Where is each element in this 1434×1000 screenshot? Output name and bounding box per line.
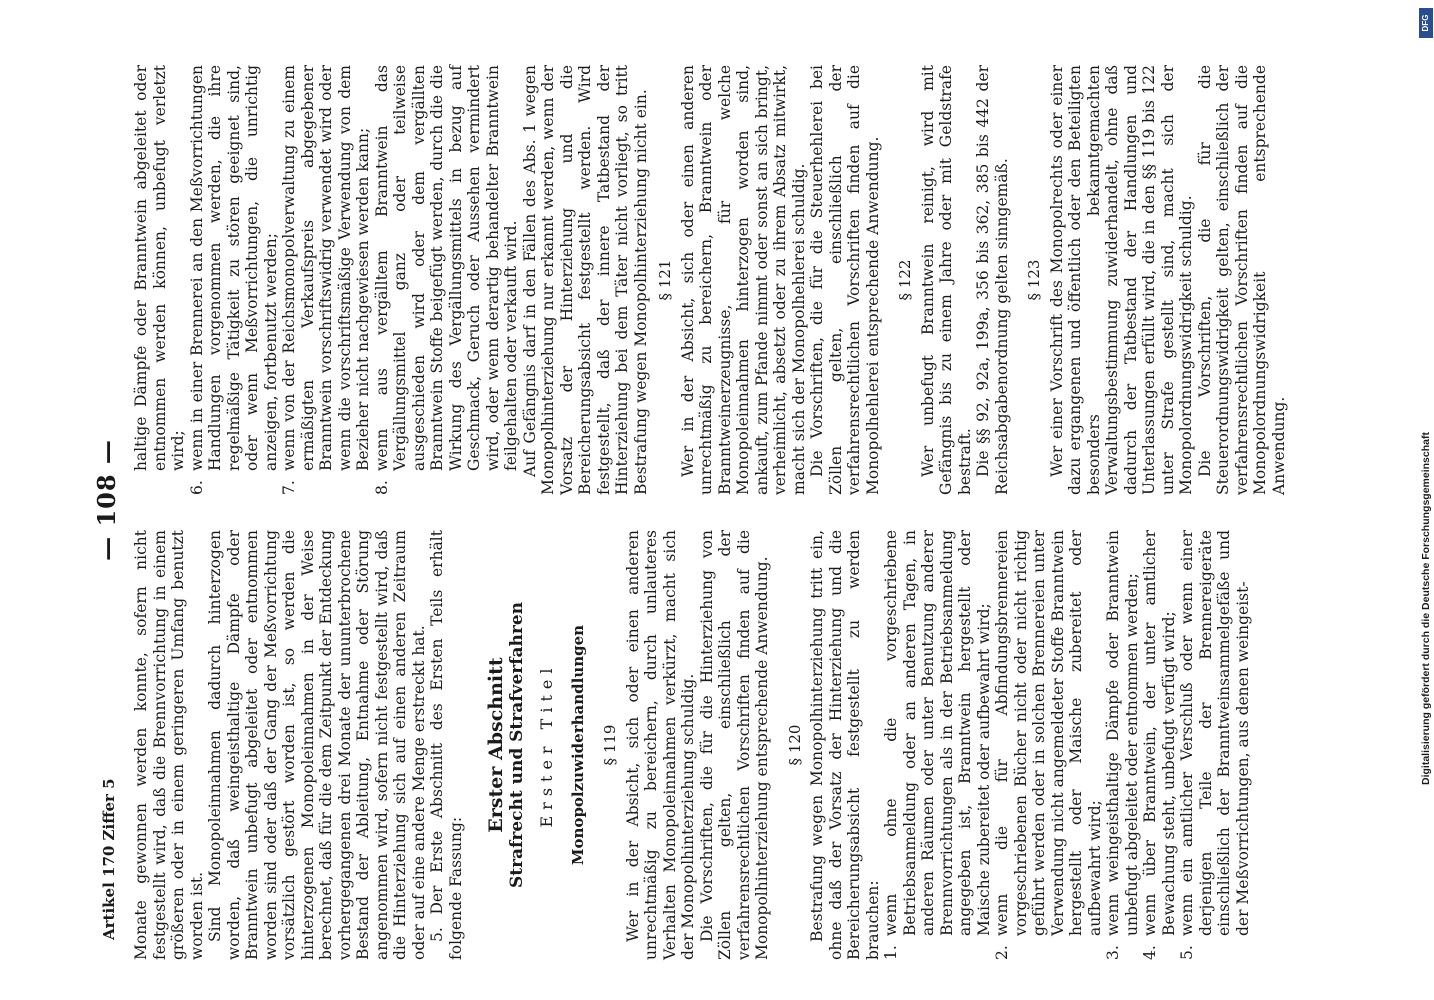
list-text: wenn in einer Brennerei an den Meßvorrichtungen Handlungen vorgenommen werden, die ihre regelmäßige Tätigkeit zu stören geeignet sind, oder wenn Meßvorrichtungen, die unrichtig anzeigen, fortbenutzt werden; — [187, 65, 280, 471]
paragraph-number: § 119 — [601, 724, 619, 766]
paragraph: Die §§ 92, 92a, 199a, 356 bis 362, 385 bis 442 der Reichsabgabenordnung gelten sinngemäß. — [974, 65, 1011, 495]
list-text: wenn von der Reichsmonopolverwaltung zu einem ermäßigten Verkaufspreis abgegebener Branntwein vorschriftswidrig verwendet wird oder wenn die vorschriftsmäßige Verwendung von dem Bezieher nicht nachgewiesen werden kann; — [280, 65, 372, 471]
section-subtitle: Strafrecht und Strafverfahren — [506, 601, 527, 889]
article-reference: Artikel 170 Ziffer 5 — [100, 778, 118, 940]
list-text: wenn über Branntwein, der unter amtlicher Bewachung steht, unbefugt verfügt wird; — [1141, 530, 1178, 936]
list-number: 7. — [280, 480, 298, 495]
list-item — [882, 530, 993, 960]
list-number: 8. — [372, 480, 391, 495]
paragraph: Die Vorschriften, die für die Hinterziehung von Zöllen gelten, einschließlich der verfahrensrechtlichen Vorschriften finden auf die Monopolhinterziehung entsprechende Anwendung. — [697, 530, 771, 960]
section-title: Erster Abschnitt — [485, 657, 507, 833]
list-item — [1178, 530, 1252, 960]
page-header — [90, 0, 130, 1000]
list-number: 4. — [1141, 945, 1159, 960]
paragraph: Monate gewonnen werden konnte, sofern nicht festgestellt wird, daß die Brennvorrichtung in einem größeren oder in einem geringeren Umfang benutzt worden ist. — [132, 530, 206, 960]
list-item-continuation — [132, 65, 188, 495]
list-number: 5. — [1178, 945, 1196, 960]
page-number: — 108 — — [92, 439, 121, 561]
paragraph: Die Vorschriften, die für die Steuerordnungswidrigkeit gelten, einschließlich der verfahrensrechtlichen Vorschriften finden auf die Monopolordnungswidrigkeit entsprechende Anwendung. — [1195, 65, 1288, 495]
paragraph: Wer einer Vorschrift des Monopolrechts oder einer dazu ergangenen und öffentlich oder den Beteiligten besonders bekanntgemachten Verwaltungsbestimmung zuwiderhandelt, ohne daß dadurch der Tatbestand der Handlungen und Unterlassungen erfüllt wird, die in den §§ 119 bis 122 unter Strafe gestellt sind, macht sich der Monopolordnungswidrigkeit schuldig. — [1047, 65, 1195, 495]
list-item — [1104, 530, 1141, 960]
digitization-note — [1418, 0, 1434, 1000]
paragraph: Wer in der Absicht, sich oder einen anderen unrechtmäßig zu bereichern, Branntwein oder Branntweinerzeugnisse, für welche Monopoleinnahmen hinterzogen worden sind, ankauft, zum Pfande nimmt oder sonst an sich bringt, verheimlicht, absetzt oder zu ihrem Absatz mitwirkt, macht sich der Monopolhehlerei schuldig. — [678, 65, 808, 495]
list-number: 1. — [882, 945, 900, 960]
digitization-note-text: Digitalisierung gefördert durch die Deutsche Forschungsgemeinschaft — [1420, 432, 1432, 785]
list-number: 2. — [993, 945, 1011, 960]
list-text: wenn ohne die vorgeschriebene Betriebsanmeldung oder an anderen Tagen, in anderen Räumen oder unter Benutzung anderer Brennvorrichtungen als in der Betriebsanmeldung angegeben ist, Branntwein hergestellt oder Maische zubereitet oder aufbewahrt wird; — [882, 530, 993, 936]
rotated-page — [90, 0, 1390, 1000]
paragraph: Die Vorschriften, die für die Steuerhehlerei bei Zöllen gelten, einschließlich der verfahrensrechtlichen Vorschriften finden auf die Monopolhehlerei entsprechende Anwendung. — [808, 65, 882, 495]
paragraph-number: § 122 — [896, 259, 914, 301]
title-heading: Erster Titel — [537, 662, 556, 828]
list-text: wenn ein amtlicher Verschluß oder wenn einer derjenigen Teile der Brennereigeräte einschließlich der Branntweinsammelgefäße und der Meßvorrichtungen, aus denen weingeist- — [1178, 530, 1252, 936]
list-text: wenn aus vergälltem Branntwein das Vergällungsmittel ganz oder teilweise ausgeschieden wird oder dem vergällten Branntwein Stoffe beigefügt werden, durch die die Wirkung des Vergällungsmittels in bezug auf Geschmack, Geruch oder Aussehen vermindert wird, oder wenn derartig behandelter Branntwein feilgehalten oder verkauft wird. — [372, 65, 520, 471]
list-item — [1141, 530, 1178, 960]
list-number: 6. — [187, 480, 206, 495]
paragraph: Sind Monopoleinnahmen dadurch hinterzogen worden, daß weingeisthaltige Dämpfe oder Branntwein unbefugt abgeleitet oder entnommen worden sind oder daß der Gang der Meßvorrichtung vorsätzlich gestört worden ist, so werden die hinterzogenen Monopoleinnahmen in der Weise berechnet, daß für die dem Zeitpunkt der Entdeckung vorhergegangenen drei Monate der ununterbrochene Bestand der Ableitung, Entnahme oder Störung angenommen wird, sofern nicht festgestellt wird, daß die Hinterziehung sich auf einen anderen Zeitraum oder auf eine andere Menge erstreckt hat. — [206, 530, 428, 960]
paragraph: Bestrafung wegen Monopolhinterziehung tritt ein, ohne daß der Vorsatz der Hinterziehung und die Bereicherungsabsicht festgestellt zu werden brauchen: — [808, 530, 882, 960]
list-item — [373, 65, 521, 495]
paragraph-number: § 123 — [1025, 259, 1043, 301]
paragraph-number: § 121 — [656, 259, 674, 301]
list-text: wenn weingeisthaltige Dämpfe oder Branntwein unbefugt abgeleitet oder entnommen werden; — [1104, 530, 1141, 936]
paragraph: Wer unbefugt Branntwein reinigt, wird mit Gefängnis bis zu einem Jahre oder mit Geldstrafe bestraft. — [918, 65, 974, 495]
list-text: haltige Dämpfe oder Branntwein abgeleitet oder entnommen werden können, unbefugt verletzt wird; — [132, 65, 187, 471]
dfg-logo-text: DFG — [1421, 14, 1430, 32]
list-number: 3. — [1104, 945, 1122, 960]
left-column — [132, 530, 1252, 960]
paragraph: Auf Gefängnis darf in den Fällen des Abs. 1 wegen Monopolhinterziehung nur erkannt werden, wenn der Vorsatz der Hinterziehung und die Bereicherungsabsicht festgestellt werden. Wird festgestellt, daß der innere Tatbestand der Hinterziehung bei dem Täter nicht vorliegt, so tritt Bestrafung wegen Monopolhinterziehung nicht ein. — [520, 65, 650, 495]
list-item — [993, 530, 1104, 960]
title-subheading: Monopolzuwiderhandlungen — [568, 624, 587, 866]
list-item — [188, 65, 281, 495]
paragraph: 5. Der Erste Abschnitt des Ersten Teils erhält folgende Fassung: — [428, 530, 465, 960]
list-text: wenn die für Abfindungsbrennereien vorgeschriebenen Bücher nicht oder nicht richtig geführt werden oder in solchen Brennereien unter Verwendung nicht angemeldeter Stoffe Branntwein hergestellt oder Maische zubereitet oder aufbewahrt wird; — [993, 530, 1104, 936]
list-item — [280, 65, 373, 495]
paragraph: Wer in der Absicht, sich oder einen anderen unrechtmäßig zu bereichern, durch unlauteres Verhalten Monopoleinnahmen verkürzt, macht sich der Monopolhinterziehung schuldig. — [623, 530, 697, 960]
right-column — [132, 65, 1288, 495]
paragraph-number: § 120 — [785, 724, 804, 766]
